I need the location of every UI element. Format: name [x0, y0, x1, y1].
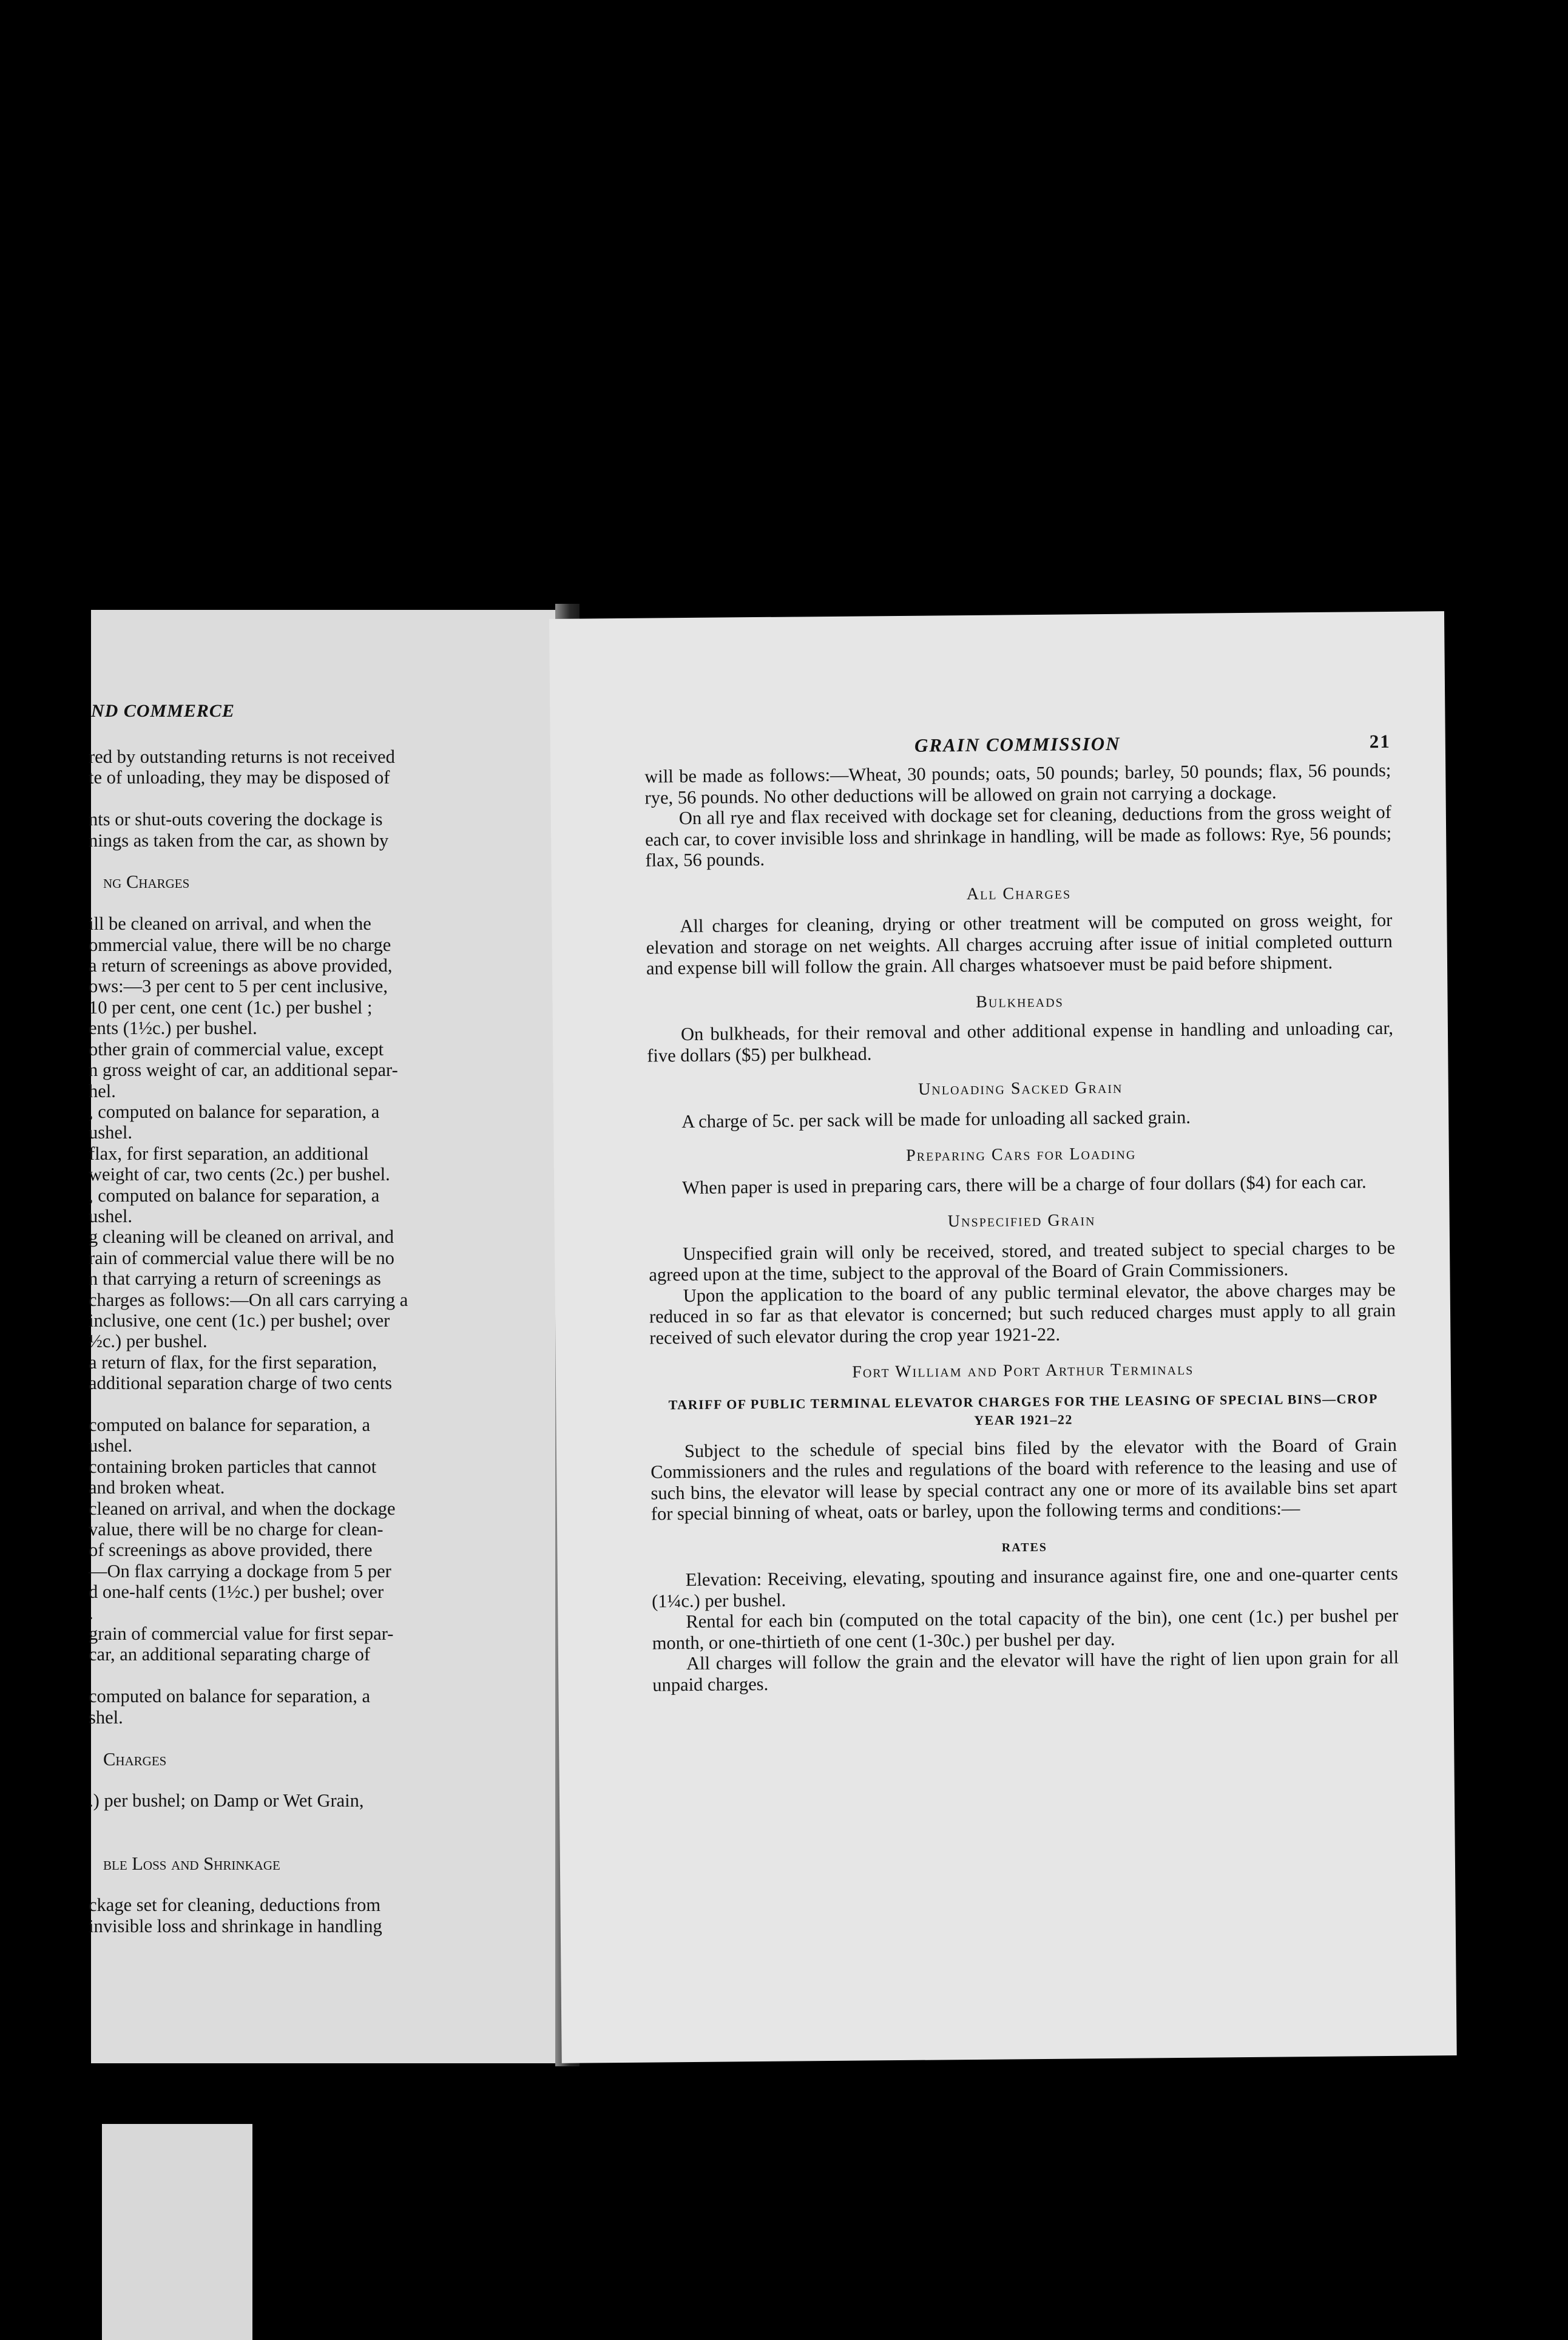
text-line: ows:—3 per cent to 5 per cent inclusive,: [89, 976, 388, 997]
text-line: [89, 1728, 568, 1748]
paragraph: Rental for each bin (computed on the total capacity of the bin), one cent (1c.) per bushel per month, or one-thirtieth of one cent (1-30c.) per bushel per day.: [652, 1605, 1399, 1654]
paper-card: [102, 2124, 252, 2340]
section-heading: Charges: [103, 1748, 167, 1770]
text-line: , computed on balance for separation, a: [89, 1101, 380, 1122]
paragraph: A charge of 5c. per sack will be made for unloading all sacked grain.: [681, 1106, 1191, 1132]
paragraph: Elevation: Receiving, elevating, spouting and insurance against fire, one and one-quarter cents (1¼c.) per bushel.: [651, 1563, 1398, 1612]
text-line: computed on balance for separation, a: [89, 1686, 371, 1707]
paragraph: On all rye and flax received with dockage set for cleaning, deductions from the gross weight of each car, to cover invisible loss and shrinkage in handling, will be made as follows: Rye, 56 pounds; flax, 56 pounds.: [645, 801, 1392, 871]
running-title: GRAIN COMMISSION: [914, 732, 1121, 756]
text-line: ushel.: [89, 1122, 133, 1143]
section-heading: ng Charges: [103, 871, 190, 893]
text-line: ushel.: [89, 1205, 133, 1226]
text-line: shel.: [89, 1706, 123, 1728]
text-line: n that carrying a return of screenings as: [89, 1268, 381, 1290]
paragraph: Unspecified grain will only be received, stored, and treated subject to special charges to be agreed upon at the time, subject to the approval of the Board of Grain Commissioners.: [649, 1237, 1396, 1285]
text-line: a return of screenings as above provided,: [89, 955, 393, 976]
left-page-text: [89, 746, 568, 1936]
text-line: computed on balance for separation, a: [89, 1415, 371, 1435]
text-line: ushel.: [89, 1435, 133, 1456]
text-line: nts or shut-outs covering the dockage is: [89, 809, 383, 830]
running-header: [644, 731, 1391, 759]
tariff-heading: TARIFF OF PUBLIC TERMINAL ELEVATOR CHARGES FOR THE LEASING OF SPECIAL BINS—CROP YEAR 1921–22: [668, 1390, 1378, 1428]
text-line: [89, 851, 568, 871]
text-line: grain of commercial value for first separ-: [89, 1623, 394, 1645]
text-line: inclusive, one cent (1c.) per bushel; over: [89, 1310, 390, 1331]
text-line: hel.: [89, 1080, 116, 1101]
text-line: value, there will be no charge for clean-: [89, 1519, 384, 1540]
text-line: .: [89, 1602, 93, 1623]
paragraph: All charges for cleaning, drying or other treatment will be computed on gross weight, for elevation and storage on net weights. All charges accruing after issue of initial completed outturn and expense bill will follow the grain. All charges whatsoever must be paid before shipment.: [646, 909, 1393, 979]
text-line: ents (1½c.) per bushel.: [89, 1018, 257, 1039]
text-line: ½c.) per bushel.: [89, 1331, 208, 1352]
left-running-head: ND COMMERCE: [91, 701, 235, 721]
paragraph: On bulkheads, for their removal and other additional expense in handling and unloading car, five dollars ($5) per bulkhead.: [647, 1017, 1394, 1066]
text-line: car, an additional separating charge of: [89, 1644, 370, 1665]
left-page: [91, 610, 555, 2063]
section-heading: All Charges: [966, 884, 1072, 904]
text-line: weight of car, two cents (2c.) per bushel.: [89, 1164, 390, 1185]
text-line: [89, 1832, 568, 1853]
right-page: [549, 611, 1457, 2063]
text-line: additional separation charge of two cents: [89, 1373, 392, 1394]
paragraph: Upon the application to the board of any public terminal elevator, the above charges may be reduced in so far as that elevator is concerned; but such reduced charges must apply to all grain received of such elevator during the crop year 1921-22.: [649, 1279, 1396, 1348]
section-heading: Fort William and Port Arthur Terminals: [852, 1359, 1194, 1382]
text-line: [89, 1811, 568, 1832]
text-line: [89, 1874, 568, 1895]
section-heading: ble Loss and Shrinkage: [103, 1853, 280, 1874]
text-line: te of unloading, they may be disposed of: [89, 767, 390, 788]
text-line: invisible loss and shrinkage in handling: [89, 1915, 382, 1936]
paragraph: Subject to the schedule of special bins filed by the elevator with the Board of Grain Commissioners and the rules and regulations of the board with reference to the leasing and use of such bins, the elevator will lease by special contract any one or more of its available bins set apart for special binning of wheat, oats or barley, upon the following terms and conditions:—: [651, 1434, 1397, 1524]
subsection-heading: RATES: [1001, 1540, 1048, 1555]
section-heading: Unspecified Grain: [947, 1211, 1096, 1231]
text-line: rain of commercial value there will be no: [89, 1247, 394, 1268]
text-line: nings as taken from the car, as shown by: [89, 830, 389, 851]
text-line: flax, for first separation, an additional: [89, 1143, 369, 1164]
section-heading: Preparing Cars for Loading: [905, 1144, 1137, 1165]
text-line: n gross weight of car, an additional separ-: [89, 1060, 398, 1081]
text-line: [89, 1665, 568, 1686]
text-line: ill be cleaned on arrival, and when the: [89, 913, 371, 935]
text-line: —On flax carrying a dockage from 5 per: [89, 1560, 391, 1581]
text-line: cleaned on arrival, and when the dockage: [89, 1498, 396, 1519]
text-line: ckage set for cleaning, deductions from: [89, 1895, 381, 1916]
text-line: a return of flax, for the first separation,: [89, 1351, 377, 1373]
text-line: d one-half cents (1½c.) per bushel; over: [89, 1581, 384, 1603]
page-body: [644, 760, 1399, 1696]
text-line: [89, 788, 568, 809]
text-line: .) per bushel; on Damp or Wet Grain,: [89, 1790, 364, 1811]
text-line: and broken wheat.: [89, 1477, 225, 1498]
text-line: , computed on balance for separation, a: [89, 1185, 380, 1206]
text-line: [89, 1394, 568, 1415]
text-line: [89, 893, 568, 913]
section-heading: Unloading Sacked Grain: [917, 1078, 1123, 1099]
text-line: ommercial value, there will be no charge: [89, 934, 391, 955]
page-number: 21: [1369, 730, 1391, 752]
paragraph: will be made as follows:—Wheat, 30 pounds; oats, 50 pounds; barley, 50 pounds; flax, 56 pounds; rye, 56 pounds. No other deductions will be allowed on grain not carrying a dockage.: [644, 759, 1391, 808]
text-line: [89, 1770, 568, 1790]
paragraph: When paper is used in preparing cars, there will be a charge of four dollars ($4) for each car.: [682, 1171, 1367, 1198]
section-heading: Bulkheads: [976, 992, 1064, 1012]
text-line: 10 per cent, one cent (1c.) per bushel ;: [89, 996, 373, 1018]
text-line: other grain of commercial value, except: [89, 1038, 384, 1060]
text-line: of screenings as above provided, there: [89, 1540, 373, 1561]
text-line: red by outstanding returns is not received: [89, 746, 395, 767]
text-line: g cleaning will be cleaned on arrival, and: [89, 1226, 394, 1248]
text-line: charges as follows:—On all cars carrying a: [89, 1289, 408, 1310]
paragraph: All charges will follow the grain and the elevator will have the right of lien upon grain for all unpaid charges.: [652, 1646, 1399, 1696]
text-line: containing broken particles that cannot: [89, 1456, 377, 1477]
